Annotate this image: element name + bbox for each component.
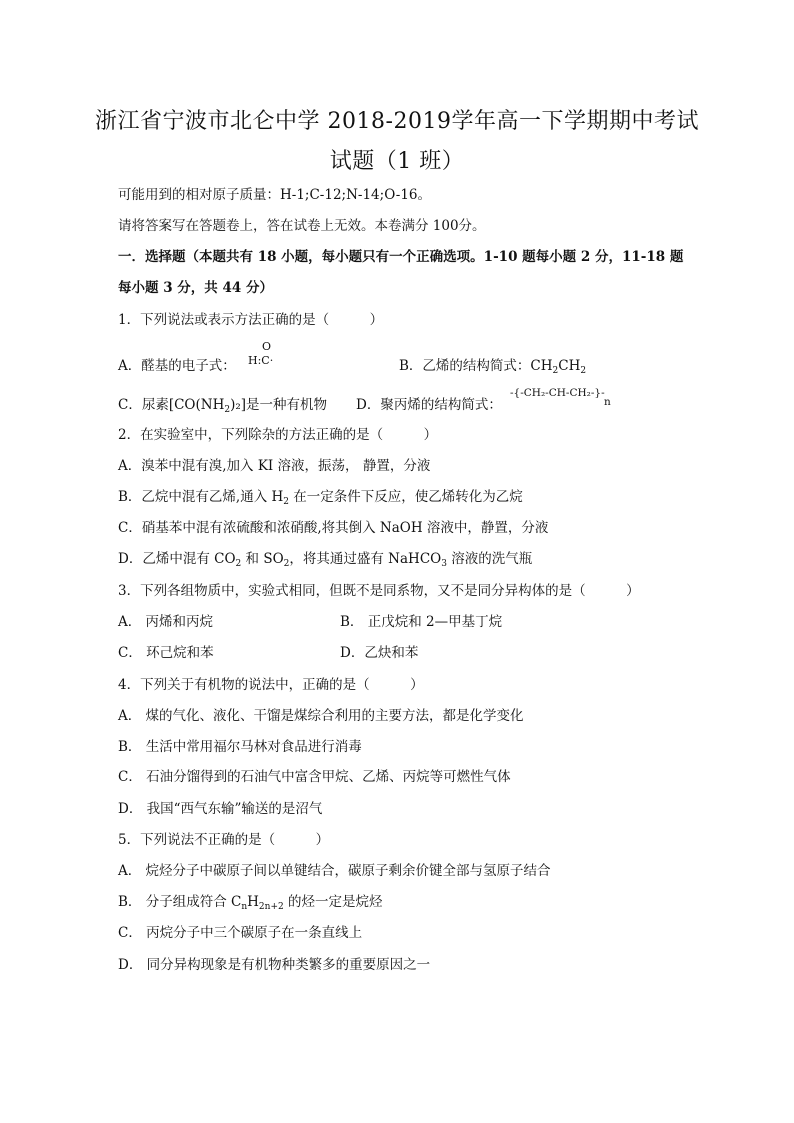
question-1-stem: 1．下列说法或表示方法正确的是（ ） [118,312,384,328]
sub: 2 [283,559,290,569]
question-5-option-a: A． 烷烃分子中碳原子间以单键结合，碳原子剩余价键全部与氢原子结合 [118,863,551,879]
question-1-option-c [118,396,327,419]
sub: n [241,902,248,912]
sub: 2 [235,559,242,569]
question-1-option-b [399,357,586,380]
c-text: C．尿素[CO(NH [118,397,225,413]
section-heading-line1: 一．选择题（本题共有 18 小题，每小题只有一个正确选项。1-10 题每小题 2 分，11-18 题 [118,249,684,265]
question-5-option-c: C． 丙烷分子中三个碳原子在一条直线上 [118,925,363,941]
d-mid2: ，将其通过盛有 NaHCO [289,551,442,567]
question-3-option-b: B． 正戊烷和 2—甲基丁烷 [340,614,503,630]
question-2-option-b [118,488,523,511]
mid: CH [558,358,581,374]
question-4-option-b: B． 生活中常用福尔马林对食品进行消毒 [118,739,362,755]
d-mid: 和 SO [241,551,284,567]
sub: 2 [283,497,290,507]
aldehyde-electron-formula: H:C· [248,354,274,367]
question-3-option-d: D．乙炔和苯 [340,645,419,661]
question-5-stem: 5．下列说法不正确的是（ ） [118,832,330,848]
sub: 2 [552,366,559,376]
question-1-option-a: A．醛基的电子式： [118,358,236,374]
d-post: 溶液的洗气瓶 [446,551,533,567]
c-end: )₂]是一种有机物 [230,397,328,413]
question-4-option-a: A． 煤的气化、液化、干馏是煤综合利用的主要方法，都是化学变化 [118,708,524,724]
question-1-option-d: D．聚丙烯的结构简式： [356,397,502,413]
d-pre: D．乙烯中混有 CO [118,551,236,567]
b-pre: B． 分子组成符合 C [118,894,242,910]
question-4-option-c: C． 石油分馏得到的石油气中富含甲烷、乙烯、丙烷等可燃性气体 [118,769,511,785]
b-post: 的烃一定是烷烃 [283,894,383,910]
sub: 2 [580,366,587,376]
question-2-option-a: A．溴苯中混有溴,加入 KI 溶液，振荡， 静置，分液 [118,458,431,474]
sub: 3 [441,559,447,569]
exam-title-line1: 浙江省宁波市北仑中学 2018-2019学年高一下学期期中考试 [95,109,699,134]
aldehyde-electron-formula-o: O [262,340,272,353]
question-4-stem: 4．下列关于有机物的说法中，正确的是（ ） [118,677,424,693]
b-post: 在一定条件下反应，使乙烯转化为乙烷 [289,489,523,505]
intro-instructions: 请将答案写在答题卷上，答在试卷上无效。本卷满分 100分。 [118,218,486,234]
polypropylene-structure: -{-CH₂-CH-CH₂-}- [510,387,605,399]
option-b-text: B．乙烯的结构简式：CH [399,358,553,374]
sub: 2 [224,405,231,415]
section-heading-line2: 每小题 3 分，共 44 分） [118,280,273,296]
exam-title-line2: 试题（1 班） [329,149,465,174]
b-pre: B．乙烷中混有乙烯,通入 H [118,489,284,505]
polymer-n: n [604,396,611,408]
question-2-option-d [118,550,532,573]
b-mid: H [247,894,259,910]
sub: 2n+2 [258,902,284,912]
intro-atomic-mass: 可能用到的相对原子质量：H-1;C-12;N-14;O-16。 [118,187,431,203]
question-2-stem: 2．在实验室中，下列除杂的方法正确的是（ ） [118,427,438,443]
question-3-option-c: C． 环己烷和苯 [118,645,214,661]
question-4-option-d: D． 我国“西气东输”输送的是沼气 [118,801,323,817]
question-2-option-c: C．硝基苯中混有浓硫酸和浓硝酸,将其倒入 NaOH 溶液中，静置，分液 [118,520,549,536]
question-5-option-b [118,893,383,916]
question-5-option-d: D． 同分异构现象是有机物种类繁多的重要原因之一 [118,957,431,973]
question-3-option-a: A． 丙烯和丙烷 [118,614,214,630]
question-3-stem: 3．下列各组物质中，实验式相同，但既不是同系物，又不是同分异构体的是（ ） [118,583,640,599]
